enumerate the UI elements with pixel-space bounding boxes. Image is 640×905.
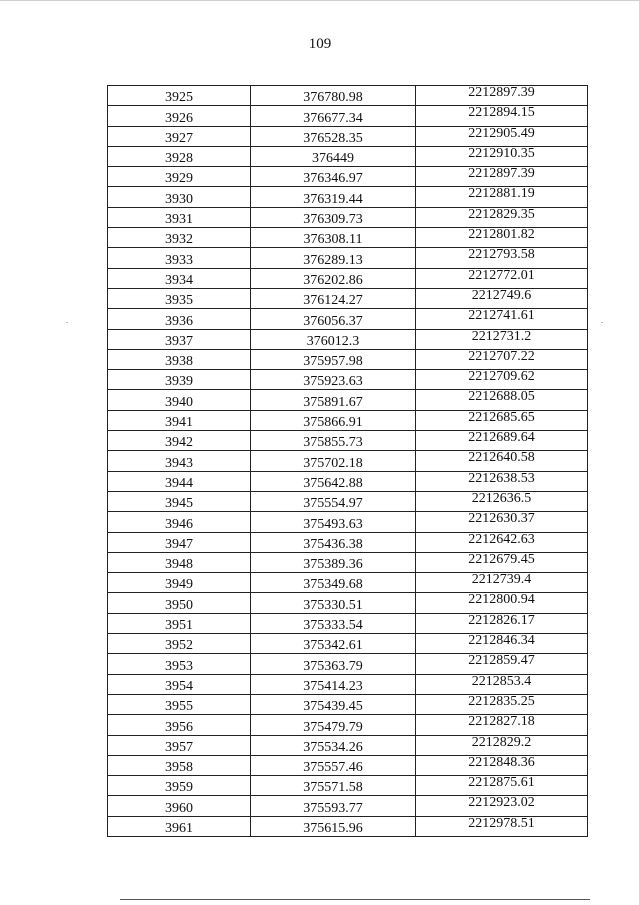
table-row	[108, 86, 588, 106]
x-coordinate-cell: 375439.45	[251, 694, 416, 714]
y-coordinate-cell: 2212853.4	[416, 674, 588, 694]
x-coordinate-cell: 376449	[251, 146, 416, 166]
y-coordinate-cell: 2212835.25	[416, 694, 588, 714]
table-row	[108, 146, 588, 166]
point-number-cell: 3929	[108, 167, 251, 187]
point-number-cell: 3925	[108, 86, 251, 106]
y-coordinate-cell: 2212636.5	[416, 491, 588, 511]
table-row	[108, 613, 588, 633]
point-number-cell: 3949	[108, 573, 251, 593]
point-number-cell: 3936	[108, 309, 251, 329]
x-coordinate-cell: 375389.36	[251, 552, 416, 572]
x-coordinate-cell: 375593.77	[251, 796, 416, 816]
x-coordinate-cell: 375554.97	[251, 491, 416, 511]
x-coordinate-cell: 376346.97	[251, 167, 416, 187]
x-coordinate-cell: 375479.79	[251, 715, 416, 735]
y-coordinate-cell: 2212859.47	[416, 654, 588, 674]
table-row	[108, 593, 588, 613]
y-coordinate-cell: 2212826.17	[416, 613, 588, 633]
table-row	[108, 410, 588, 430]
table-row	[108, 776, 588, 796]
point-number-cell: 3932	[108, 228, 251, 248]
x-coordinate-cell: 375891.67	[251, 390, 416, 410]
point-number-cell: 3946	[108, 512, 251, 532]
x-coordinate-cell: 376202.86	[251, 268, 416, 288]
point-number-cell: 3944	[108, 471, 251, 491]
x-coordinate-cell: 375702.18	[251, 451, 416, 471]
table-row	[108, 674, 588, 694]
y-coordinate-cell: 2212894.15	[416, 106, 588, 126]
x-coordinate-cell: 375534.26	[251, 735, 416, 755]
point-number-cell: 3935	[108, 288, 251, 308]
table-row	[108, 106, 588, 126]
point-number-cell: 3930	[108, 187, 251, 207]
y-coordinate-cell: 2212827.18	[416, 715, 588, 735]
y-coordinate-cell: 2212875.61	[416, 776, 588, 796]
x-coordinate-cell: 375855.73	[251, 431, 416, 451]
x-coordinate-cell: 375342.61	[251, 634, 416, 654]
table-row	[108, 451, 588, 471]
table-row	[108, 167, 588, 187]
x-coordinate-cell: 376012.3	[251, 329, 416, 349]
point-number-cell: 3951	[108, 613, 251, 633]
point-number-cell: 3937	[108, 329, 251, 349]
x-coordinate-cell: 375493.63	[251, 512, 416, 532]
y-coordinate-cell: 2212910.35	[416, 146, 588, 166]
x-coordinate-cell: 376309.73	[251, 207, 416, 227]
point-number-cell: 3941	[108, 410, 251, 430]
point-number-cell: 3947	[108, 532, 251, 552]
table-row	[108, 491, 588, 511]
point-number-cell: 3957	[108, 735, 251, 755]
table-row	[108, 634, 588, 654]
coordinates-table-body	[108, 86, 588, 837]
y-coordinate-cell: 2212642.63	[416, 532, 588, 552]
y-coordinate-cell: 2212688.05	[416, 390, 588, 410]
x-coordinate-cell: 375642.88	[251, 471, 416, 491]
point-number-cell: 3926	[108, 106, 251, 126]
point-number-cell: 3952	[108, 634, 251, 654]
y-coordinate-cell: 2212739.4	[416, 573, 588, 593]
y-coordinate-cell: 2212923.02	[416, 796, 588, 816]
point-number-cell: 3958	[108, 755, 251, 775]
x-coordinate-cell: 375957.98	[251, 349, 416, 369]
table-row	[108, 654, 588, 674]
point-number-cell: 3933	[108, 248, 251, 268]
y-coordinate-cell: 2212749.6	[416, 288, 588, 308]
point-number-cell: 3928	[108, 146, 251, 166]
x-coordinate-cell: 376319.44	[251, 187, 416, 207]
y-coordinate-cell: 2212881.19	[416, 187, 588, 207]
point-number-cell: 3927	[108, 126, 251, 146]
point-number-cell: 3934	[108, 268, 251, 288]
bottom-rule	[120, 899, 590, 900]
table-row	[108, 268, 588, 288]
x-coordinate-cell: 376528.35	[251, 126, 416, 146]
point-number-cell: 3948	[108, 552, 251, 572]
point-number-cell: 3939	[108, 370, 251, 390]
y-coordinate-cell: 2212897.39	[416, 167, 588, 187]
point-number-cell: 3956	[108, 715, 251, 735]
table-row	[108, 390, 588, 410]
x-coordinate-cell: 375333.54	[251, 613, 416, 633]
table-row	[108, 532, 588, 552]
table-row	[108, 552, 588, 572]
x-coordinate-cell: 375436.38	[251, 532, 416, 552]
point-number-cell: 3955	[108, 694, 251, 714]
x-coordinate-cell: 376780.98	[251, 86, 416, 106]
x-coordinate-cell: 375330.51	[251, 593, 416, 613]
y-coordinate-cell: 2212801.82	[416, 228, 588, 248]
x-coordinate-cell: 375349.68	[251, 573, 416, 593]
table-row	[108, 187, 588, 207]
y-coordinate-cell: 2212707.22	[416, 349, 588, 369]
point-number-cell: 3931	[108, 207, 251, 227]
scan-speck	[601, 322, 603, 323]
table-row	[108, 796, 588, 816]
y-coordinate-cell: 2212829.2	[416, 735, 588, 755]
table-row	[108, 207, 588, 227]
x-coordinate-cell: 375557.46	[251, 755, 416, 775]
scan-speck	[66, 322, 68, 323]
table-row	[108, 349, 588, 369]
y-coordinate-cell: 2212772.01	[416, 268, 588, 288]
point-number-cell: 3945	[108, 491, 251, 511]
table-row	[108, 288, 588, 308]
y-coordinate-cell: 2212897.39	[416, 86, 588, 106]
point-number-cell: 3950	[108, 593, 251, 613]
page-edge-top	[0, 0, 640, 1]
x-coordinate-cell: 375923.63	[251, 370, 416, 390]
table-row	[108, 735, 588, 755]
y-coordinate-cell: 2212640.58	[416, 451, 588, 471]
point-number-cell: 3959	[108, 776, 251, 796]
table-row	[108, 512, 588, 532]
x-coordinate-cell: 375571.58	[251, 776, 416, 796]
x-coordinate-cell: 376124.27	[251, 288, 416, 308]
table-row	[108, 370, 588, 390]
table-row	[108, 228, 588, 248]
point-number-cell: 3942	[108, 431, 251, 451]
y-coordinate-cell: 2212741.61	[416, 309, 588, 329]
point-number-cell: 3954	[108, 674, 251, 694]
table-row	[108, 309, 588, 329]
point-number-cell: 3960	[108, 796, 251, 816]
y-coordinate-cell: 2212679.45	[416, 552, 588, 572]
point-number-cell: 3961	[108, 816, 251, 836]
x-coordinate-cell: 375363.79	[251, 654, 416, 674]
y-coordinate-cell: 2212978.51	[416, 816, 588, 836]
page-number: 109	[308, 36, 332, 52]
y-coordinate-cell: 2212905.49	[416, 126, 588, 146]
x-coordinate-cell: 376289.13	[251, 248, 416, 268]
y-coordinate-cell: 2212731.2	[416, 329, 588, 349]
x-coordinate-cell: 375866.91	[251, 410, 416, 430]
table-row	[108, 126, 588, 146]
x-coordinate-cell: 375615.96	[251, 816, 416, 836]
y-coordinate-cell: 2212630.37	[416, 512, 588, 532]
y-coordinate-cell: 2212848.36	[416, 755, 588, 775]
x-coordinate-cell: 376677.34	[251, 106, 416, 126]
table-row	[108, 329, 588, 349]
point-number-cell: 3938	[108, 349, 251, 369]
table-row	[108, 471, 588, 491]
x-coordinate-cell: 376308.11	[251, 228, 416, 248]
y-coordinate-cell: 2212638.53	[416, 471, 588, 491]
table-row	[108, 755, 588, 775]
coordinates-table	[107, 85, 588, 837]
point-number-cell: 3940	[108, 390, 251, 410]
y-coordinate-cell: 2212846.34	[416, 634, 588, 654]
table-row	[108, 715, 588, 735]
table-row	[108, 816, 588, 836]
y-coordinate-cell: 2212689.64	[416, 431, 588, 451]
y-coordinate-cell: 2212685.65	[416, 410, 588, 430]
x-coordinate-cell: 375414.23	[251, 674, 416, 694]
table-row	[108, 431, 588, 451]
point-number-cell: 3943	[108, 451, 251, 471]
point-number-cell: 3953	[108, 654, 251, 674]
x-coordinate-cell: 376056.37	[251, 309, 416, 329]
table-row	[108, 694, 588, 714]
y-coordinate-cell: 2212709.62	[416, 370, 588, 390]
y-coordinate-cell: 2212800.94	[416, 593, 588, 613]
y-coordinate-cell: 2212829.35	[416, 207, 588, 227]
table-row	[108, 573, 588, 593]
y-coordinate-cell: 2212793.58	[416, 248, 588, 268]
table-row	[108, 248, 588, 268]
